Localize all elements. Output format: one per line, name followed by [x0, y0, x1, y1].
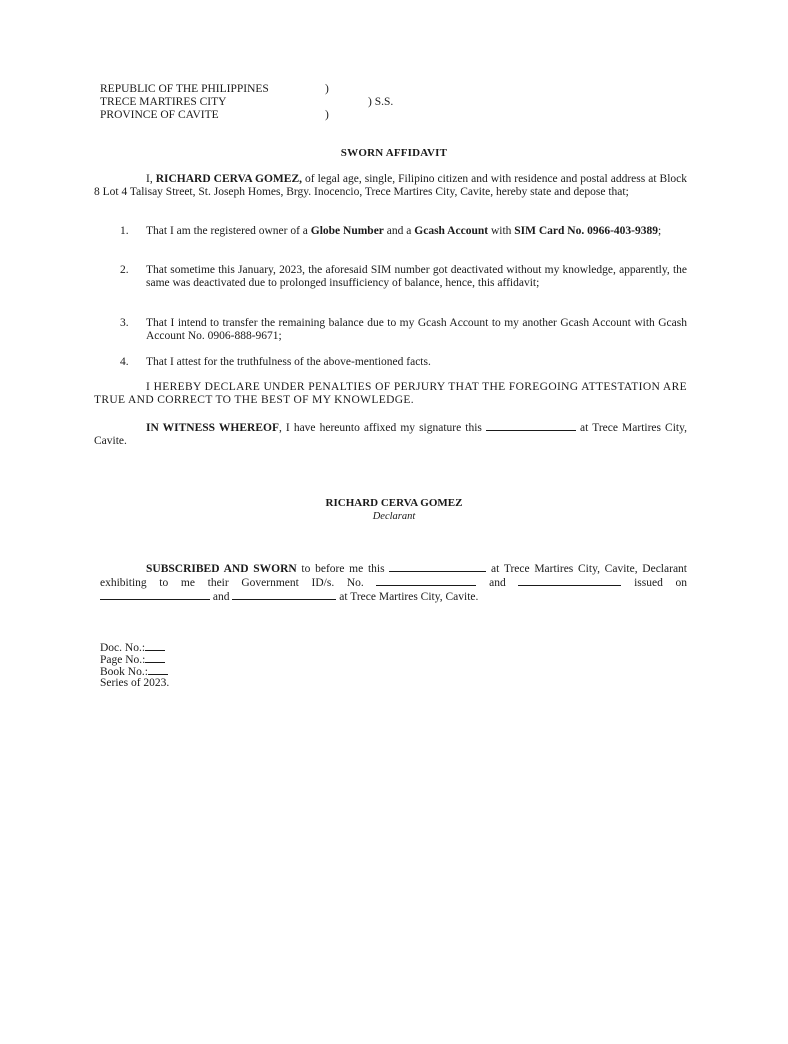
item-number: 3.	[120, 317, 129, 329]
jurat-text: and	[210, 591, 233, 603]
series-label: Series of 2023.	[100, 677, 170, 689]
jurat-text: at Trece Martires City, Cavite.	[336, 591, 479, 603]
id-blank	[518, 576, 621, 586]
item-number: 1.	[120, 225, 129, 237]
issue-date-blank	[232, 590, 336, 600]
signatory-role: Declarant	[372, 511, 416, 522]
venue-ss: ) S.S.	[368, 96, 394, 108]
witness-text: , I have hereunto affixed my signature this	[278, 422, 486, 434]
witness-heading: IN WITNESS WHEREOF	[146, 422, 279, 434]
venue-country: REPUBLIC OF THE PHILIPPINES	[100, 83, 269, 95]
date-blank	[389, 562, 486, 572]
item-text: That I attest for the truthfulness of the above-mentioned facts.	[146, 356, 431, 368]
page-no-label: Page No.:	[100, 654, 146, 666]
affiant-name: RICHARD CERVA GOMEZ,	[155, 173, 302, 185]
issue-date-blank	[100, 590, 210, 600]
item-number: 4.	[120, 356, 129, 368]
venue-block	[100, 83, 394, 122]
date-blank	[486, 421, 576, 431]
venue-city: TRECE MARTIRES CITY	[100, 96, 227, 108]
doc-no-label: Doc. No.:	[100, 642, 146, 654]
venue-province: PROVINCE OF CAVITE	[100, 109, 219, 121]
venue-paren: )	[325, 109, 329, 121]
book-no-label: Book No.:	[100, 666, 148, 678]
witness-paragraph	[94, 421, 687, 448]
declaration-paragraph	[94, 381, 687, 407]
jurat-text: to before me this	[296, 563, 390, 575]
item-text: That I intend to transfer the remaining balance due to my Gcash Account to my another Gcash Account with Gcash Account No. 0906-888-9671;	[146, 317, 687, 342]
notarial-register	[100, 641, 169, 689]
jurat-text: at Trece Martires City, Cavite, Declarant exhibiting to me their Government ID/s. No.	[100, 563, 687, 589]
doc-no-blank	[145, 641, 165, 651]
jurat-heading: SUBSCRIBED AND SWORN	[146, 563, 297, 575]
id-blank	[376, 576, 476, 586]
item-text: That I am the registered owner of a Globe Number and a Gcash Account with SIM Card No. 0966-403-9389;	[146, 225, 662, 237]
jurat-text: and	[476, 577, 519, 589]
intro-paragraph	[94, 173, 687, 199]
signature-block	[94, 497, 694, 523]
item-text: That sometime this January, 2023, the aforesaid SIM number got deactivated without my knowledge, apparently, the same was deactivated due to prolonged insufficiency of balance, hence, this affidavit;	[146, 264, 687, 289]
book-no-blank	[148, 665, 168, 675]
page-no-blank	[145, 653, 165, 663]
jurat-text: issued on	[621, 577, 688, 589]
intro-prefix: I,	[146, 173, 156, 185]
document-title: SWORN AFFIDAVIT	[340, 147, 448, 159]
declaration-text: I HEREBY DECLARE UNDER PENALTIES OF PERJURY THAT THE FOREGOING ATTESTATION ARE TRUE AND CORRECT TO THE BEST OF MY KNOWLEDGE.	[94, 381, 687, 406]
intro-text: of legal age, single, Filipino citizen and with residence and postal address at Block 8 Lot 4 Talisay Street, St. Joseph Homes, Brgy. Inocencio, Trece Martires City, Cavite, hereby state and depose that;	[94, 173, 687, 198]
venue-paren: )	[325, 83, 329, 95]
witness-text: at Trece Martires City, Cavite.	[94, 422, 687, 447]
jurat-paragraph	[100, 562, 687, 604]
item-number: 2.	[120, 264, 129, 276]
signatory-name: RICHARD CERVA GOMEZ	[325, 497, 463, 509]
